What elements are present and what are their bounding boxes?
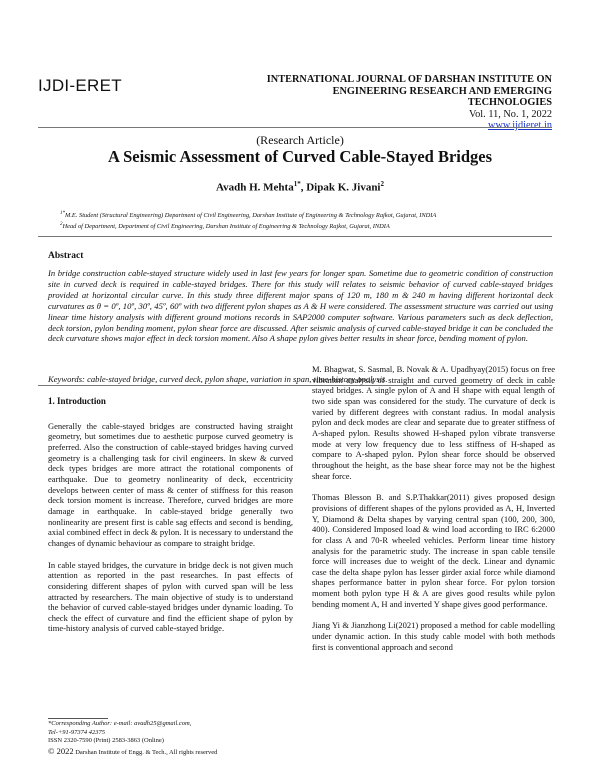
right-column [312, 364, 555, 663]
abstract-text: In bridge construction cable-stayed structure widely used in last few years for longer span. Sometime due to geometric condition of construction site in curved deck is required in cable-stayed bridges. There for this study will relates to seismic behavior of curved cable-stayed bridges provided at horizontal circular curve. In this study three different major spans of 120 m, 180 m & 240 m having different horizontal deck curvatures as θ = 0º, 10º, 30º, 45º, 60º with two different pylon shapes as A & H were considered. The assessment structure was carried out using linear time history analysis with different ground motions records in SAP2000 computer software. Various parameters such as deck deflection, deck torsion, pylon bending moment, pylon shear force are discussed. After seismic analysis of curved cable-stayed bridge it can be concluded the deck curvature shows major effect in deck torsion moment. Also A shape pylon gives better results in shear force, bending moment of pylon. [48, 268, 553, 344]
journal-name-line2: ENGINEERING RESEARCH AND EMERGING TECHNOLOGIES [332, 85, 552, 108]
journal-url-link[interactable]: www.ijdieret.in [488, 120, 552, 131]
affiliation-2: Head of Department, Department of Civil Engineering, Darshan Institute of Engineering & Technology Rajkot, Gujarat, INDIA [62, 223, 390, 231]
author-list [0, 180, 600, 194]
journal-name-line1: INTERNATIONAL JOURNAL OF DARSHAN INSTITUTE ON [266, 74, 552, 85]
issn: ISSN 2320-7590 (Print) 2583-3863 (Online) [48, 737, 164, 744]
author-separator: , [300, 181, 307, 194]
paragraph: Jiang Yi & Jianzhong Li(2021) proposed a method for cable modelling under dynamic action. In this study cable model with both methods first is conventional approach and second [312, 620, 555, 652]
abstract-divider [38, 236, 552, 237]
footnote-divider [48, 718, 108, 719]
journal-volume: Vol. 11, No. 1, 2022 [469, 108, 552, 120]
left-column [48, 396, 293, 645]
affiliations [60, 209, 540, 231]
article-type: (Research Article) [256, 133, 344, 147]
footnote [48, 720, 298, 757]
author-2-marker: 2 [380, 180, 384, 188]
section-heading-introduction: 1. Introduction [48, 396, 106, 406]
corresponding-author: *Corresponding Author: e-mail: avadh25@gmail.com, [48, 720, 192, 727]
abstract-heading: Abstract [48, 251, 84, 261]
paragraph: Generally the cable-stayed bridges are constructed having straight geometry, but sometimes due to aesthetic purpose curved geometry is preferred. Also the construction of cable-stayed bridges having curved geometry is a challenging task for civil engineers. In skew & curved deck types bridges are more attract the rotational components of earthquake. Due to geometry nonlinearity of deck, eccentricity develops between center of mass & center of stiffness for this reason deck torsion moment is increase. Therefore, curved bridges are more damage in earthquake. In cable-stayed bridge generally two nonlinearity are present first is cable sag effects and second is bending, axial combined effect in deck & pylon. It is necessary to understand the changes of dynamic behaviour as compare to straight bridge. [48, 420, 293, 548]
author-2: Dipak K. Jivani [306, 181, 381, 194]
affiliation-2-marker: 2 [60, 222, 63, 228]
paragraph: M. Bhagwat, S. Sasmal, B. Novak & A. Upadhyay(2015) focus on free vibration analysis of straight and curved geometry of deck in cable stayed bridges. A single pylon of A and H shape with equal length of two side span was considered for the study. The curvature of deck is varied by different degrees with constant radius. In modal analysis pylon and deck modes are clear and separate due to greater stiffness of A-shaped pylon. Results showed H-shaped pylon vibrate transverse mode at very low frequency due to less stiffness of H-shaped as compare to A-shaped pylon. Pylon shear force should be observed throughout the height, as the base shear force may not be the highest shear force. [312, 364, 555, 481]
affiliation-1: M.E. Student (Structural Engineering) Department of Civil Engineering, Darshan Institute of Engineering & Technology Rajkot, Gujarat, INDIA [65, 212, 437, 220]
journal-header [252, 74, 552, 132]
paragraph: Thomas Blesson B. and S.P.Thakkar(2011) gives proposed design provisions of different shapes of the pylons provided as A, H, Inverted Y, Diamond & Delta shapes by varying central span (100, 200, 300, 400). Considered Imposed load & wind load according to IRC 6:2000 for class A and 70-R wheeled vehicles. Perform linear time history analysis for the parametric study. The increase in span cable tensile force will increases due to weight of the deck. Linear and dynamic case the delta shape pylon has lesser girder axial force while diamond shapes performance batter in pylon shear force. For pylon torsion moment both pylon type H & A are gives good results while pylon bending moment A, H and inverted Y shape gives good performance. [312, 492, 555, 609]
copyright-text: Darshan Institute of Engg. & Tech., All rights reserved [75, 748, 218, 756]
paragraph: In cable stayed bridges, the curvature in bridge deck is not given much attention as reported in the past researches. In past effects of considering different shapes of pylon with curved span will be less attracted by researchers. The main objective of study is to understand the behavior of curved cable-stayed bridges under dynamic loading. To check the effect of curvature and find the efficient shape of pylon by time-history analysis of curved cable-stayed bridge. [48, 559, 293, 634]
author-1-marker: 1* [293, 180, 301, 188]
journal-logo: IJDI-ERET [38, 76, 122, 95]
paper-title: A Seismic Assessment of Curved Cable-Stayed Bridges [107, 147, 493, 166]
affiliation-1-marker: 1* [60, 211, 65, 216]
copyright-year: © 2022 [48, 745, 74, 756]
keywords: Keywords: cable-stayed bridge, curved deck, pylon shape, variation in span, time-history analysis. [48, 374, 388, 384]
telephone: Tel-+91-97374 42375 [48, 728, 106, 736]
author-1: Avadh H. Mehta [216, 181, 294, 194]
header-divider [38, 127, 552, 128]
